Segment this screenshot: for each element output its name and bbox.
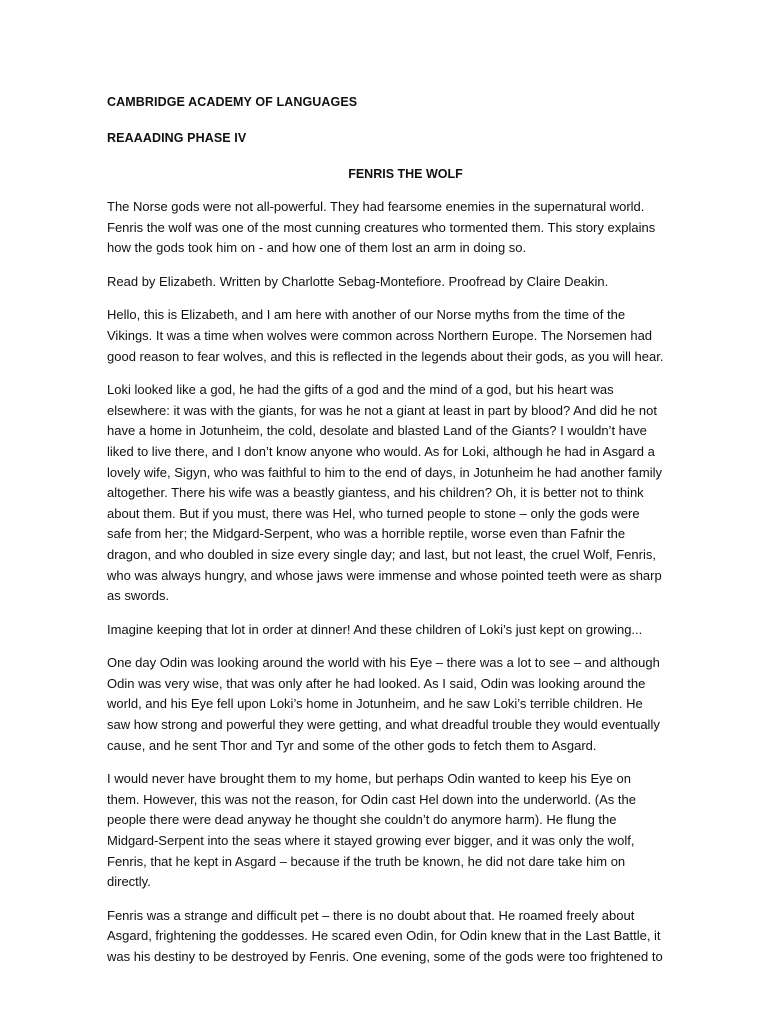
story-title: FENRIS THE WOLF: [348, 167, 463, 181]
paragraph-greeting: Hello, this is Elizabeth, and I am here with another of our Norse myths from the time of the Vikings. It was a time when wolves were common across Northern Europe. The Norsemen had good reason to fear wolves, and this is reflected in the legends about their gods, as you will hear.: [107, 307, 664, 364]
school-heading: CAMBRIDGE ACADEMY OF LANGUAGES: [107, 95, 358, 109]
paragraph-credits: Read by Elizabeth. Written by Charlotte Sebag-Montefiore. Proofread by Claire Deakin.: [107, 273, 609, 289]
paragraph-dinner: Imagine keeping that lot in order at dinner! And these children of Loki’s just kept on growing...: [107, 621, 643, 637]
paragraph-intro: The Norse gods were not all-powerful. They had fearsome enemies in the supernatural world. Fenris the wolf was one of the most cunning creatures who tormented them. This story explains how the gods took him on - and how one of them lost an arm in doing so.: [107, 199, 656, 256]
paragraph-asgard: I would never have brought them to my home, but perhaps Odin wanted to keep his Eye on them. However, this was not the reason, for Odin cast Hel down into the underworld. (As the people there were dead anyway he thought she couldn’t do anymore harm). He flung the Midgard-Serpent into the seas where it stayed growing ever bigger, and it was only the wolf, Fenris, that he kept in Asgard – because if the truth be known, he did not dare take him on directly.: [107, 771, 636, 890]
paragraph-fenris: Fenris was a strange and difficult pet – there is no doubt about that. He roamed freely about Asgard, frightening the goddesses. He scared even Odin, for Odin knew that in the Last Battle, it was his destiny to be destroyed by Fenris. One evening, some of the gods were too frightened to: [107, 907, 663, 964]
paragraph-odin-eye: One day Odin was looking around the world with his Eye – there was a lot to see – and although Odin was very wise, that was only after he had looked. As I said, Odin was looking around the world, and his Eye fell upon Loki’s home in Jotunheim, and he saw Loki’s terrible children. He saw how strong and powerful they were getting, and what dreadful trouble they would eventually cause, and he sent Thor and Tyr and some of the other gods to fetch them to Asgard.: [107, 655, 660, 753]
phase-heading: REAAADING PHASE IV: [107, 131, 247, 145]
paragraph-loki: Loki looked like a god, he had the gifts of a god and the mind of a god, but his heart was elsewhere: it was with the giants, for was he not a giant at least in part by blood? And did he not have a home in Jotunheim, the cold, desolate and blasted Land of the Giants? I wouldn’t have liked to live there, and I don’t know anyone who would. As for Loki, although he had in Asgard a lovely wife, Sigyn, who was faithful to him to the end of days, in Jotunheim he had another family altogether. There his wife was a beastly giantess, and his children? Oh, it is better not to think about them. But if you must, there was Hel, who turned people to stone – only the gods were safe from her; the Midgard-Serpent, who was a horrible reptile, worse even than Fafnir the dragon, and who doubled in size every single day; and last, but not least, the cruel Wolf, Fenris, who was always hungry, and whose jaws were immense and whose pointed teeth were as sharp as swords.: [107, 382, 662, 604]
